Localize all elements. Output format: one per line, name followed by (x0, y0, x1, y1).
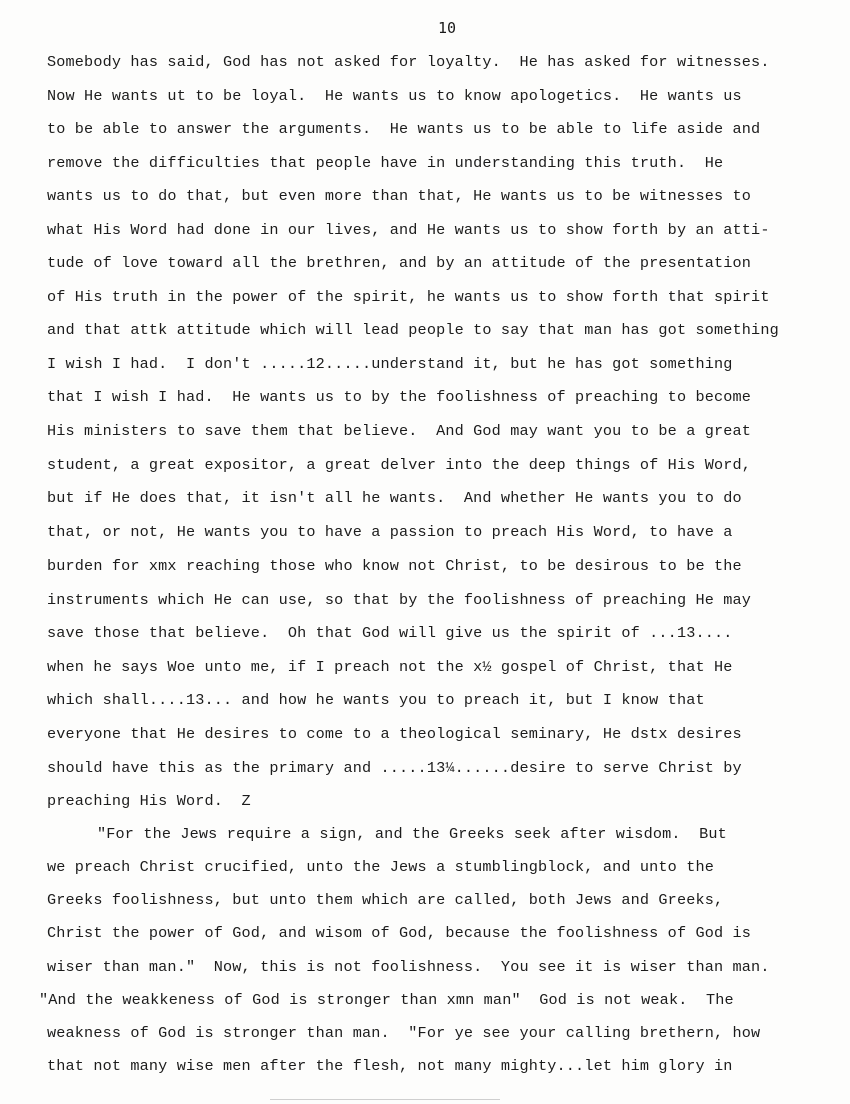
text-line: I wish I had. I don't .....12.....understand it, but he has got something (47, 355, 733, 373)
text-line: save those that believe. Oh that God will give us the spirit of ...13.... (47, 624, 733, 642)
text-line: everyone that He desires to come to a theological seminary, He dstx desires (47, 725, 742, 743)
text-line: "For the Jews require a sign, and the Greeks seek after wisdom. But (97, 825, 727, 843)
text-line: to be able to answer the arguments. He wants us to be able to life aside and (47, 120, 761, 138)
text-line: remove the difficulties that people have in understanding this truth. He (47, 154, 724, 172)
text-line: Greeks foolishness, but unto them which are called, both Jews and Greeks, (47, 891, 724, 909)
text-line: tude of love toward all the brethren, and by an attitude of the presentation (47, 254, 752, 272)
text-line: "And the weakkeness of God is stronger than xmn man" God is not weak. The (39, 991, 734, 1009)
text-line: that I wish I had. He wants us to by the foolishness of preaching to become (47, 388, 752, 406)
text-line: Somebody has said, God has not asked for loyalty. He has asked for witnesses. (47, 53, 770, 71)
bottom-edge-mark (270, 1099, 500, 1100)
text-line: student, a great expositor, a great delver into the deep things of His Word, (47, 456, 752, 474)
text-line: Christ the power of God, and wisom of God, because the foolishness of God is (47, 924, 752, 942)
text-line: we preach Christ crucified, unto the Jews a stumblingblock, and unto the (47, 858, 715, 876)
text-line: His ministers to save them that believe. And God may want you to be a great (47, 422, 752, 440)
text-line: instruments which He can use, so that by the foolishness of preaching He may (47, 591, 752, 609)
text-line: burden for xmx reaching those who know not Christ, to be desirous to be the (47, 557, 742, 575)
text-line: when he says Woe unto me, if I preach not the x½ gospel of Christ, that He (47, 658, 733, 676)
text-line: of His truth in the power of the spirit, he wants us to show forth that spirit (47, 288, 770, 306)
text-line: preaching His Word. Z (47, 792, 251, 810)
text-line: Now He wants ut to be loyal. He wants us to know apologetics. He wants us (47, 87, 742, 105)
text-line: wants us to do that, but even more than that, He wants us to be witnesses to (47, 187, 752, 205)
text-line: wiser than man." Now, this is not foolishness. You see it is wiser than man. (47, 958, 770, 976)
text-line: what His Word had done in our lives, and He wants us to show forth by an atti- (47, 221, 770, 239)
text-line: that, or not, He wants you to have a passion to preach His Word, to have a (47, 523, 733, 541)
text-line: weakness of God is stronger than man. "For ye see your calling brethern, how (47, 1024, 761, 1042)
text-line: should have this as the primary and .....13¼......desire to serve Christ by (47, 759, 742, 777)
text-line: and that attk attitude which will lead people to say that man has got something (47, 321, 779, 339)
text-line: but if He does that, it isn't all he wants. And whether He wants you to do (47, 489, 742, 507)
page-number: 10 (438, 19, 457, 37)
text-line: which shall....13... and how he wants you to preach it, but I know that (47, 691, 705, 709)
text-line: that not many wise men after the flesh, not many mighty...let him glory in (47, 1057, 733, 1075)
